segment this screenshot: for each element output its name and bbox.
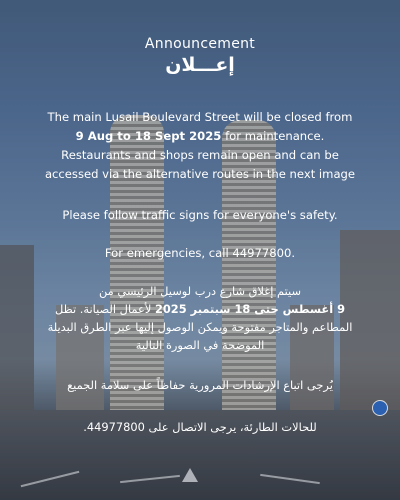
closure-details-ar: لأعمال الصيانة. تظل المطاعم والمتاجر مفتوحة ويمكن الوصول إليها عبر الطرق البديلة الموضحة في الصورة التالية [47, 302, 353, 352]
closure-dates-ar: 9 أغسطس حتى 18 سبتمبر 2025 [154, 302, 346, 316]
closure-text-ar: سيتم إغلاق شارع درب لوسيل الرئيسي من [98, 284, 301, 298]
closure-details: Restaurants and shops remain open and can be accessed via the alternative routes in the next image [44, 148, 356, 181]
safety-notice-ar: يُرجى اتباع الإرشادات المرورية حفاظاً على سلامة الجميع [67, 378, 333, 392]
closure-dates: 9 Aug to 18 Sept 2025 [75, 129, 222, 143]
emergency-notice-ar: للحالات الطارئة، يرجى الاتصال على 44977800. [83, 420, 317, 434]
closure-notice-en [40, 108, 360, 184]
closure-notice-ar [38, 282, 362, 354]
closure-reason: for maintenance. [225, 129, 325, 143]
announcement-title: Announcement [144, 36, 256, 52]
announcement-title-arabic: إعـــلان [165, 54, 235, 76]
closure-text: The main Lusail Boulevard Street will be closed from [47, 110, 353, 124]
emergency-notice-en: For emergencies, call 44977800. [104, 246, 296, 260]
safety-notice-en: Please follow traffic signs for everyone's safety. [62, 208, 338, 222]
